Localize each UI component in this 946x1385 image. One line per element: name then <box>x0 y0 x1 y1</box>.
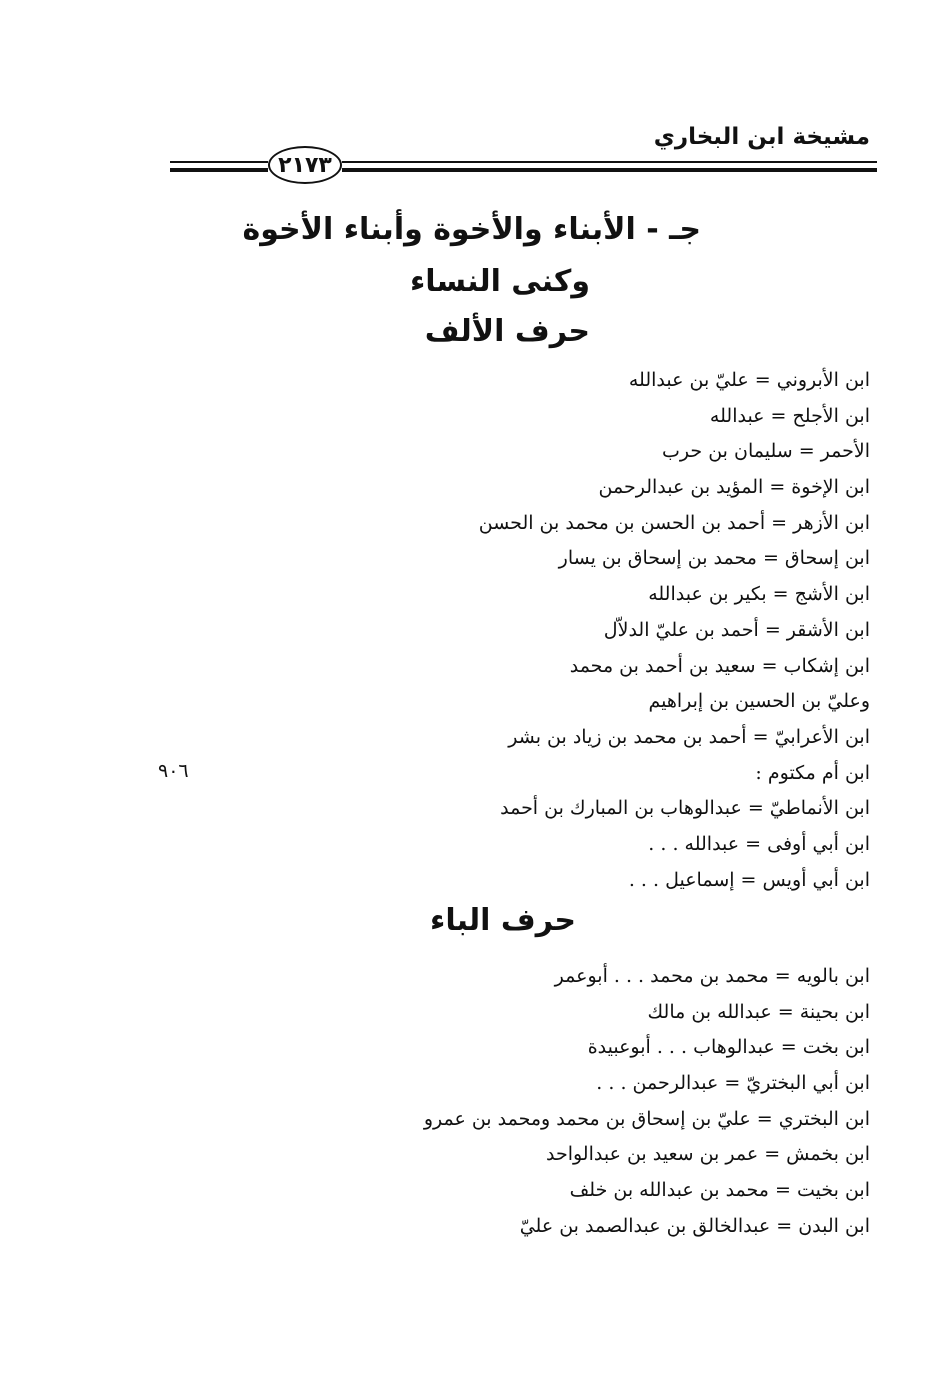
header-rule-left-thick <box>170 168 268 172</box>
page-number: ٢١٧٣ <box>268 146 342 184</box>
list-item: ابن أبي أوفى = عبدالله . . . <box>648 832 870 855</box>
list-item: ابن الأعرابيّ = أحمد بن محمد بن زياد بن بشر <box>508 725 870 748</box>
list-item: ابن البدن = عبدالخالق بن عبدالصمد بن عليّ <box>519 1214 870 1237</box>
baa-entries-list <box>424 959 870 1245</box>
baa-heading: حرف الباء <box>430 903 576 938</box>
list-item: ابن إسحاق = محمد بن إسحاق بن يسار <box>558 547 870 570</box>
list-item: ابن بخيت = محمد بن عبدالله بن خلف <box>569 1179 870 1202</box>
list-item: ابن إشكاب = سعيد بن أحمد بن محمد <box>569 654 870 677</box>
margin-page-reference: ٩٠٦ <box>158 760 189 782</box>
list-item: ابن الأبروني = عليّ بن عبدالله <box>628 369 870 391</box>
list-item: ابن بالويه = محمد بن محمد . . . أبوعمر <box>554 965 870 987</box>
list-item: ابن أم مكتوم : <box>755 761 870 784</box>
list-item: ابن أبي البختريّ = عبدالرحمن . . . <box>596 1072 870 1095</box>
list-item: الأحمر = سليمان بن حرب <box>662 440 870 463</box>
header-rule-left <box>170 161 268 163</box>
list-item: ابن البختري = عليّ بن إسحاق بن محمد ومحمد بن عمرو <box>423 1107 870 1130</box>
list-item: ابن بخت = عبدالوهاب . . . أبوعبيدة <box>587 1036 870 1059</box>
section-title-line-1: جـ - الأبناء والأخوة وأبناء الأخوة <box>242 212 701 247</box>
alef-heading: حرف الألف <box>424 314 590 349</box>
header-rule-right-thick <box>342 168 877 172</box>
running-header-title: مشيخة ابن البخاري <box>653 124 870 150</box>
list-item: ابن الأزهر = أحمد بن الحسن بن محمد بن الحسن <box>478 511 870 534</box>
section-title-line-2: وكنى النساء <box>409 264 590 299</box>
list-item: ابن أبي أويس = إسماعيل . . . <box>628 868 870 891</box>
list-item: ابن بحينة = عبدالله بن مالك <box>647 1000 870 1023</box>
list-item: ابن الأنماطيّ = عبدالوهاب بن المبارك بن أحمد <box>500 797 870 820</box>
header-rule-right <box>342 161 877 163</box>
list-item: ابن الأشج = بكير بن عبدالله <box>648 583 870 606</box>
list-item: ابن الأجلح = عبدالله <box>709 404 870 427</box>
list-item: ابن الإخوة = المؤيد بن عبدالرحمن <box>598 476 870 499</box>
list-item: ابن الأشقر = أحمد بن عليّ الدلاّل <box>603 618 870 641</box>
list-item: ابن بخمش = عمر بن سعيد بن عبدالواحد <box>545 1143 870 1166</box>
alef-entries-list <box>479 363 870 898</box>
list-item: وعليّ بن الحسين بن إبراهيم <box>648 690 870 713</box>
